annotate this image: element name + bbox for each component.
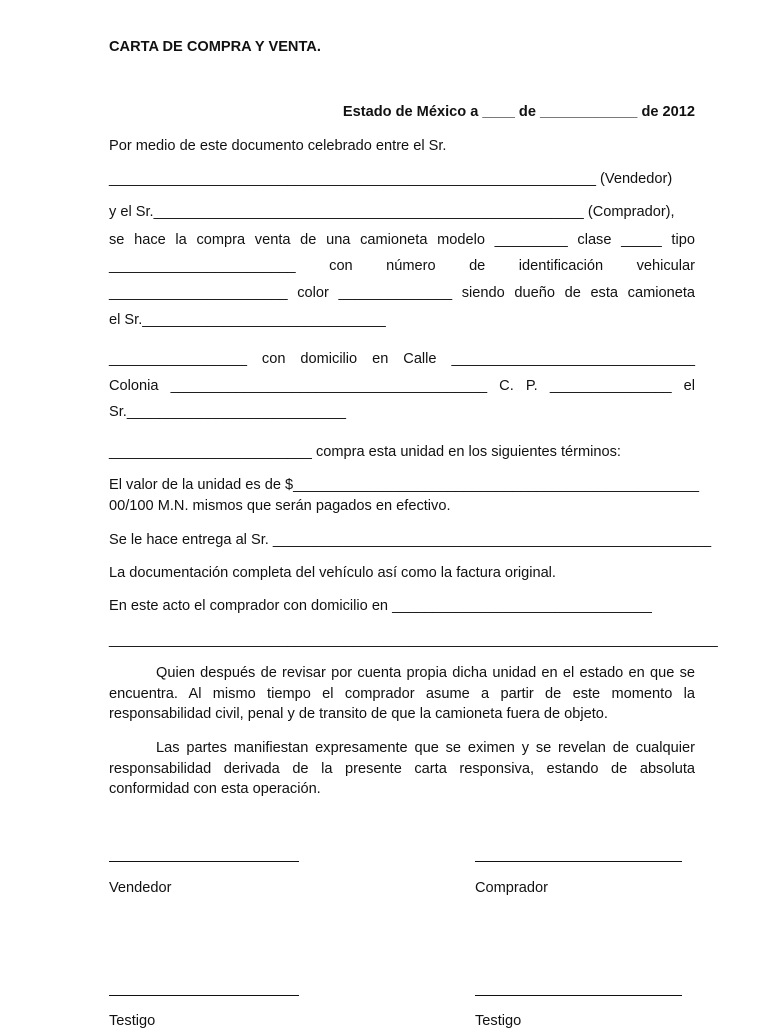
vehicle-model-line: se hace la compra venta de una camioneta modelo _________ clase _____ tipo: [109, 232, 695, 248]
witness-2-signature-line: [475, 995, 682, 996]
buyer-label: Comprador: [475, 880, 548, 896]
document-title: CARTA DE COMPRA Y VENTA.: [109, 39, 321, 55]
seller-signature-line: [109, 861, 299, 862]
terms-intro-line: _________________________ compra esta unidad en los siguientes términos:: [109, 444, 621, 460]
witness-1-signature-line: [109, 995, 299, 996]
paragraph-responsibility: Quien después de revisar por cuenta propia dicha unidad en el estado en que se encuentra. Al mismo tiempo el comprador asume a partir de este momento la responsabilidad civil, penal y de transito de que la camioneta fuera de objeto.: [109, 665, 695, 722]
seller-name-line: ____________________________________________________________ (Vendedor): [109, 171, 673, 187]
blank-line: ___________________________________________________________________________: [109, 632, 718, 648]
payment-line: 00/100 M.N. mismos que serán pagados en efectivo.: [109, 498, 451, 514]
owner-line: el Sr.______________________________: [109, 312, 386, 328]
vehicle-color-line: ______________________ color ______________ siendo dueño de esta camioneta: [109, 285, 695, 301]
buyer-address-line: En este acto el comprador con domicilio en ________________________________: [109, 598, 652, 614]
text-line: Por medio de este documento celebrado entre el Sr.: [109, 138, 447, 154]
buyer-name-line: y el Sr._____________________________________________________ (Comprador),: [109, 204, 675, 220]
documentation-line: La documentación completa del vehículo así como la factura original.: [109, 565, 556, 581]
witness-2-label: Testigo: [475, 1013, 522, 1029]
address-colonia-line: Colonia _______________________________________ C. P. _______________ el: [109, 378, 695, 394]
witness-1-label: Testigo: [109, 1013, 156, 1029]
vehicle-id-line: _______________________ con número de identificación vehicular: [109, 258, 695, 274]
unit-value-line: El valor de la unidad es de $__________________________________________________: [109, 477, 699, 493]
address-street-line: _________________ con domicilio en Calle ______________________________: [109, 351, 695, 367]
date-line: Estado de México a ____ de ____________ de 2012: [342, 104, 695, 120]
buyer-sr-line: Sr.___________________________: [109, 404, 346, 420]
delivery-line: Se le hace entrega al Sr. ______________________________________________________: [109, 532, 712, 548]
paragraph-conformity: Las partes manifiestan expresamente que se eximen y se revelan de cualquier responsabilidad derivada de la presente carta responsiva, estando de absoluta conformidad con esta operación.: [109, 740, 695, 797]
buyer-signature-line: [475, 861, 682, 862]
seller-label: Vendedor: [109, 880, 172, 896]
